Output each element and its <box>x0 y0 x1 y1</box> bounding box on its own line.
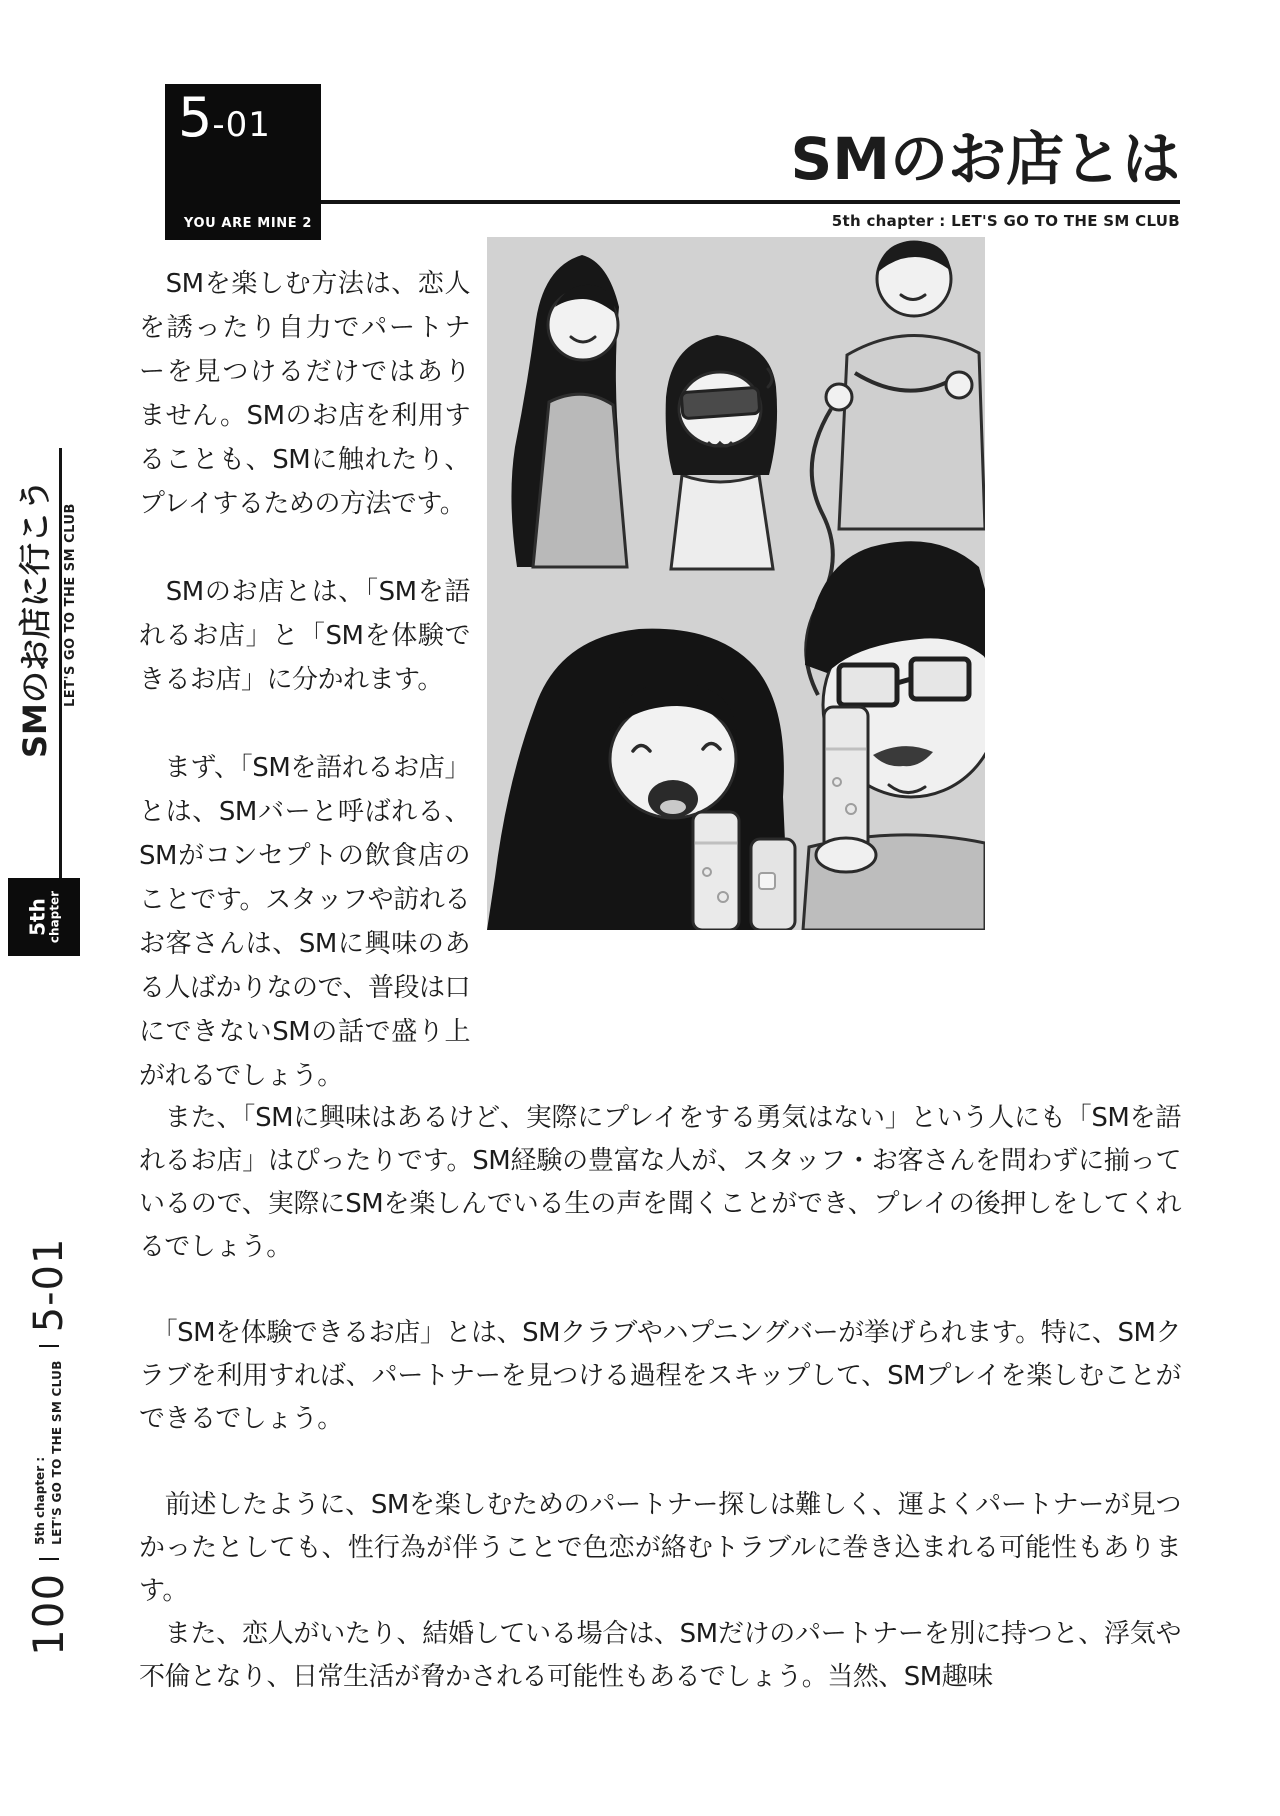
bar-scene-illustration <box>487 237 985 930</box>
page-title: SMのお店とは <box>790 125 1180 193</box>
footer <box>24 1238 73 1656</box>
series-label: YOU ARE MINE 2 <box>183 216 312 231</box>
chapter-badge <box>8 878 80 956</box>
paragraph: SMのお店とは、「SMを語れるお店」と「SMを体験できるお店」に分かれます。 <box>139 577 470 695</box>
paragraph: まず、「SMを語れるお店」とは、SMバーと呼ばれる、SMがコンセプトの飲食店のことです。スタッフや訪れるお客さんは、SMに興味のある人ばかりなので、普段は口にできないSMの話で盛り上がれるでしょう。 <box>139 753 470 1091</box>
sidebar-chapter-subtitle: LET'S GO TO THE SM CLUB <box>63 503 78 707</box>
body-column-text <box>139 262 470 1098</box>
footer-separator <box>39 1345 59 1347</box>
body-full-text <box>139 1097 1181 1699</box>
header-subtitle: 5th chapter : LET'S GO TO THE SM CLUB <box>831 212 1180 230</box>
illustration-figure-girl-blindfold <box>666 335 777 569</box>
paragraph: 前述したように、SMを楽しむためのパートナー探しは難しく、運よくパートナーが見つかったとしても、性行為が伴うことで色恋が絡むトラブルに巻き込まれる可能性もあります。 <box>139 1490 1181 1606</box>
paragraph: SMを楽しむ方法は、恋人を誘ったり自力でパートナーを見つけるだけではありません。SMのお店を利用することも、SMに触れたり、プレイするための方法です。 <box>139 269 470 519</box>
lesson-number-major: 5 <box>178 86 213 149</box>
lesson-number <box>178 88 271 147</box>
chapter-badge-line2: chapter <box>47 890 62 944</box>
footer-chapter-label <box>32 1360 64 1545</box>
page-number: 100 <box>24 1572 73 1656</box>
sidebar-rule <box>59 448 62 878</box>
illustration <box>487 237 985 930</box>
paragraph: また、恋人がいたり、結婚している場合は、SMだけのパートナーを別に持つと、浮気や不倫となり、日常生活が脅かされる可能性もあるでしょう。当然、SM趣味 <box>139 1619 1181 1692</box>
chapter-badge-line1: 5th <box>25 898 50 936</box>
lesson-number-minor: -01 <box>212 105 271 145</box>
chapter-badge-label <box>26 891 61 943</box>
paragraph: また、「SMに興味はあるけど、実際にプレイをする勇気はない」という人にも「SMを語れるお店」はぴったりです。SM経験の豊富な人が、スタッフ・お客さんを問わずに揃っているので、実際にSMを楽しんでいる生の声を聞くことができ、プレイの後押しをしてくれるでしょう。 <box>139 1103 1181 1262</box>
footer-lesson-number: 5-01 <box>25 1237 72 1333</box>
footer-chapter-line2: LET'S GO TO THE SM CLUB <box>49 1360 64 1545</box>
header-rule <box>321 200 1180 204</box>
paragraph: 「SMを体験できるお店」とは、SMクラブやハプニングバーが挙げられます。特に、SMクラブを利用すれば、パートナーを見つける過程をスキップして、SMプレイを楽しむことができるでしょう。 <box>139 1318 1181 1434</box>
sidebar-chapter-title: SMのお店に行こう <box>16 479 54 758</box>
lesson-number-box <box>165 84 321 240</box>
footer-chapter-line1: 5th chapter : <box>33 1456 48 1545</box>
footer-separator <box>39 1558 59 1560</box>
